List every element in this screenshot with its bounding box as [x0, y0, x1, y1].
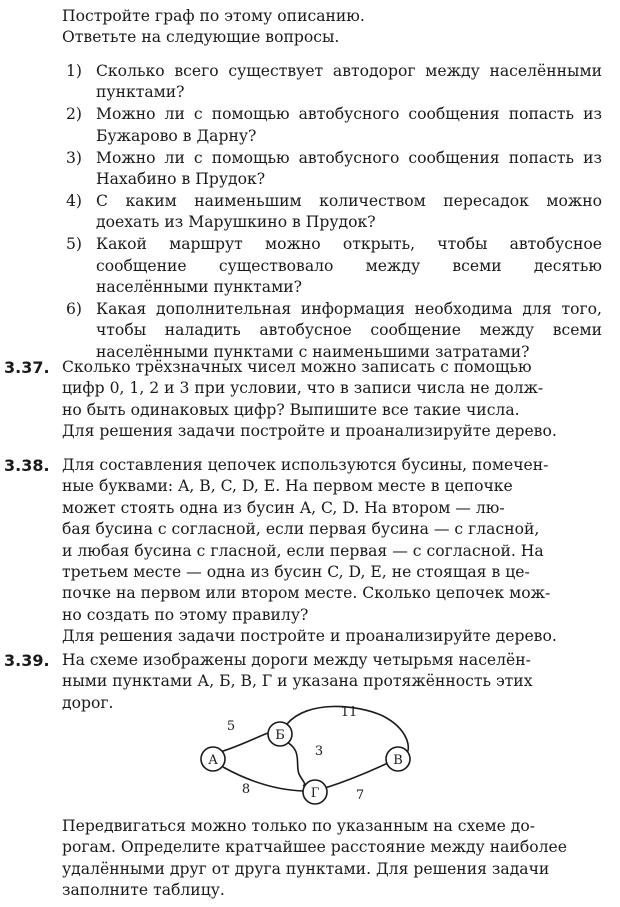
node-a-label: А: [208, 753, 218, 768]
edge-a-b: [220, 733, 268, 752]
problem-line: ные буквами: A, B, C, D, E. На первом месте в цепочке: [62, 477, 513, 496]
edge-label-g-v: 7: [355, 788, 365, 803]
edge-label-a-g: 8: [241, 782, 251, 797]
problem-line: может стоять одна из бусин A, C, D. На втором — лю-: [62, 498, 505, 517]
question-item: [62, 299, 602, 363]
problem-number: 3.39.: [4, 651, 50, 670]
question-text: С каким наименьшим количеством пересадок можно доехать из Марушкино в Прудок?: [96, 191, 602, 232]
question-item: [62, 148, 602, 191]
problem-line: Для решения задачи постройте и проанализируйте дерево.: [62, 627, 557, 646]
problem-text: [62, 357, 602, 443]
problem-line: Для составления цепочек используются бусины, помечен-: [62, 456, 549, 474]
problem-line: почке на первом или втором месте. Сколько цепочек мож-: [62, 584, 551, 603]
question-text: Сколько всего существует автодорог между населёнными пунктами?: [96, 62, 602, 102]
node-b-label: Б: [275, 728, 285, 743]
question-item: [62, 61, 602, 104]
problem-line: Сколько трёхзначных чисел можно записать с помощью: [62, 358, 532, 376]
question-text: Можно ли с помощью автобусного сообщения попасть из Бужарово в Дарну?: [96, 105, 602, 145]
question-number: 1): [66, 62, 83, 80]
footer-line: удалёнными друг от друга пунктами. Для решения задачи: [62, 859, 550, 878]
question-number: 6): [66, 299, 83, 318]
problem-line: Для решения задачи постройте и проанализируйте дерево.: [62, 422, 557, 441]
footer-line: Передвигаться можно только по указанным на схеме до-: [62, 817, 536, 835]
node-g-label: Г: [310, 786, 320, 801]
problem-line: бая бусина с согласной, если первая бусина — с гласной,: [62, 520, 540, 539]
problem-number: 3.38.: [4, 456, 50, 475]
edge-b-g: [285, 741, 305, 786]
problem-3-37: [0, 357, 605, 443]
edge-label-a-b: 5: [226, 719, 236, 734]
problem-line: и любая бусина с гласной, если первая — с согласной. На: [62, 541, 544, 560]
intro-text: [62, 6, 602, 49]
node-v-label: В: [393, 753, 403, 768]
question-text: Какой маршрут можно открыть, чтобы автобусное сообщение существовало между всеми десятью населёнными пунктами?: [96, 235, 602, 297]
road-graph-svg: [195, 700, 420, 812]
problem-text: [62, 455, 602, 648]
problem-line: ными пунктами А, Б, В, Г и указана протяжённость этих: [62, 672, 533, 691]
question-item: [62, 104, 602, 147]
problem-line: третьем месте — одна из бусин C, D, E, не стоящая в це-: [62, 563, 530, 582]
problem-line: дорог.: [62, 693, 114, 712]
edge-label-b-v: 11: [340, 705, 358, 720]
footer-line: рогам. Определите кратчайшее расстояние между наиболее: [62, 838, 567, 857]
question-number: 3): [66, 148, 83, 167]
problem-line: цифр 0, 1, 2 и 3 при условии, что в записи числа не долж-: [62, 379, 544, 398]
problem-line: но создать по этому правилу?: [62, 605, 309, 624]
problem-3-39-continuation: [62, 816, 602, 902]
edge-a-g: [223, 767, 303, 791]
problem-number: 3.37.: [4, 358, 50, 377]
question-list: [62, 61, 602, 364]
question-number: 5): [66, 235, 83, 254]
footer-line: заполните таблицу.: [62, 881, 225, 900]
problem-line: но быть одинаковых цифр? Выпишите все такие числа.: [62, 400, 520, 419]
question-item: [62, 234, 602, 298]
question-number: 4): [66, 191, 83, 210]
intro-line: Постройте граф по этому описанию.: [62, 7, 365, 25]
edge-label-b-g: 3: [314, 744, 324, 759]
question-number: 2): [66, 105, 83, 124]
question-text: Можно ли с помощью автобусного сообщения попасть из Нахабино в Прудок?: [96, 148, 602, 189]
problem-3-38: [0, 455, 605, 648]
question-item: [62, 191, 602, 234]
road-graph: [195, 700, 420, 812]
question-text: Какая дополнительная информация необходима для того, чтобы наладить автобусное сообщение между всеми населёнными пунктами с наименьшими затратами?: [96, 299, 602, 361]
edge-g-v: [325, 762, 390, 788]
problem-line: На схеме изображены дороги между четырьмя населён-: [62, 651, 531, 669]
intro-line: Ответьте на следующие вопросы.: [62, 28, 340, 47]
